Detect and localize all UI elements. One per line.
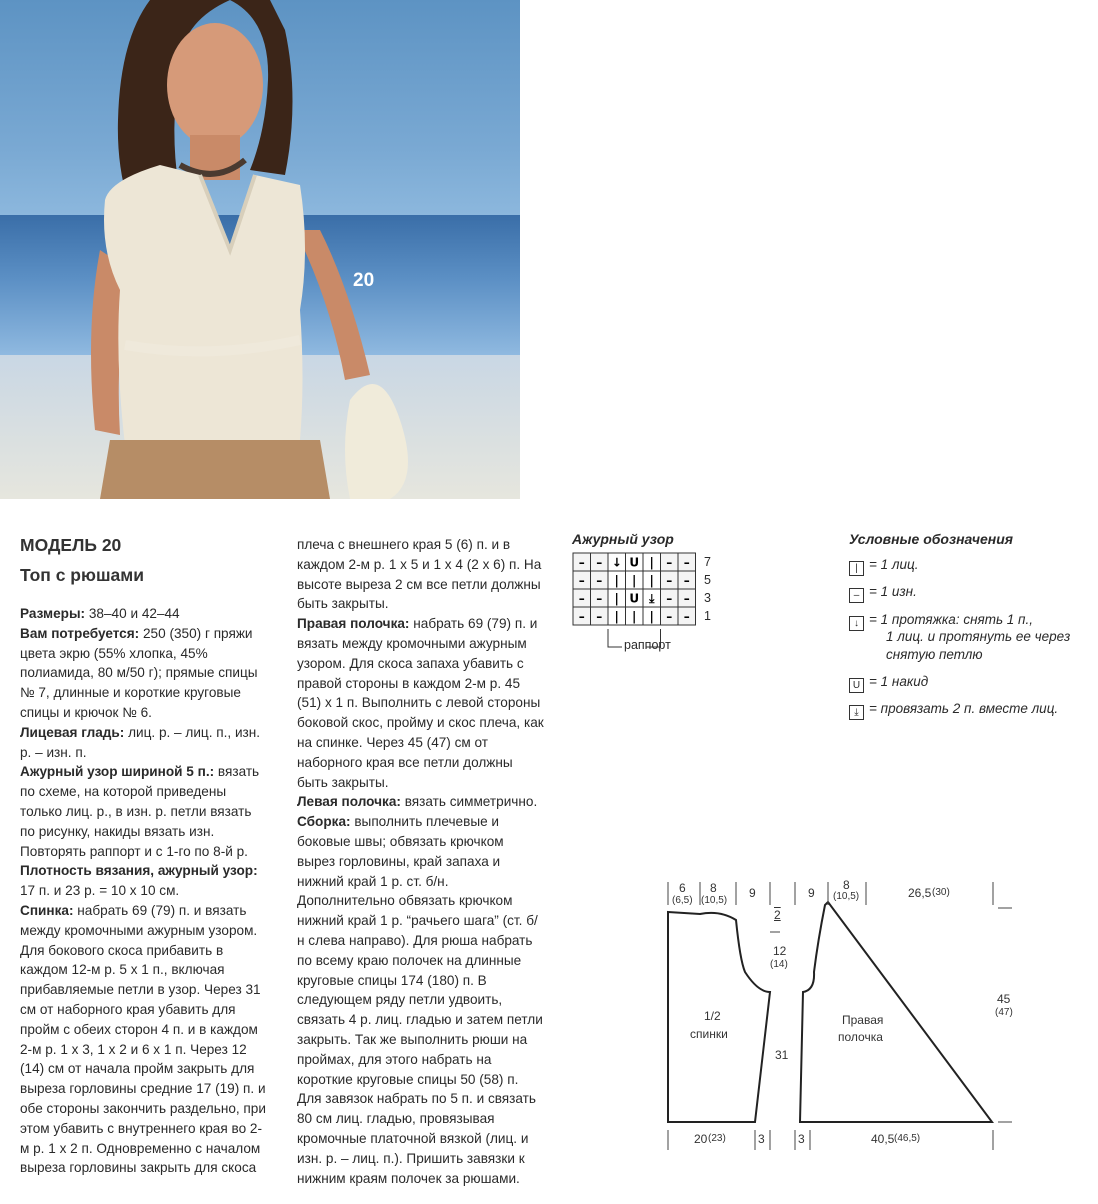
sizes-text: 38–40 и 42–44: [85, 606, 180, 621]
legend-text-skp-line2: 1 лиц. и протянуть ее через: [886, 629, 1071, 644]
dim-8-front: 8: [843, 878, 850, 892]
chart-cell-symbol: –: [666, 573, 673, 588]
gauge-text: 17 п. и 23 р. = 10 х 10 см.: [20, 883, 180, 899]
model-subtitle: Топ с рюшами: [20, 565, 144, 585]
dim-armhole: 12: [773, 944, 787, 958]
chart-cell-symbol: –: [578, 609, 585, 624]
skp-symbol-icon: ↓: [849, 616, 864, 631]
dim-8-alt: (10,5): [701, 895, 728, 906]
sizes-label: Размеры:: [20, 606, 86, 621]
dim-8: 8: [710, 881, 717, 895]
materials-text: 250 (350) г пряжи цвета экрю (55% хлопка, 45% полиамида, 80 м/50 г); прямые спицы № 7, длинные и короткие круговые спицы и крючок № 6.: [20, 625, 258, 720]
model-title: МОДЕЛЬ 20: [20, 535, 122, 555]
legend-text-purl: = 1 изн.: [869, 584, 917, 599]
legend-text-skp-line3: снятую петлю: [886, 647, 983, 662]
model-photo: [0, 0, 520, 499]
dim-6-alt: (6,5): [672, 895, 693, 906]
dim-20: 20: [694, 1132, 708, 1146]
right-front-label-2: полочка: [838, 1030, 883, 1044]
right-front-paragraph: [297, 614, 545, 792]
chart-cell-symbol: ↓: [611, 555, 622, 570]
chart-cell-symbol: U: [629, 555, 640, 570]
chart-cell-symbol: ⤓: [649, 591, 655, 606]
dim-3-left: 3: [758, 1132, 765, 1146]
row-number-5: 5: [704, 573, 711, 587]
half-back-label-2: спинки: [690, 1027, 728, 1041]
dim-20-alt: (23): [708, 1133, 726, 1144]
dim-9-right: 9: [808, 886, 815, 900]
back-label: Спинка:: [20, 902, 74, 918]
stockinette-text: лиц. р. – лиц. п., изн. р. – изн. п.: [20, 724, 261, 760]
right-front-label-1: Правая: [842, 1013, 884, 1027]
model-figure: [0, 0, 520, 499]
assembly-paragraph: [297, 812, 545, 1188]
left-front-label: Левая полочка:: [297, 794, 401, 810]
chart-cell-symbol: –: [596, 555, 603, 570]
legend-item-knit: [849, 556, 919, 576]
purl-symbol-icon: –: [849, 588, 864, 603]
lace-label: Ажурный узор шириной 5 п.:: [20, 764, 215, 780]
chart-cell-symbol: –: [683, 555, 690, 570]
knit-symbol-icon: |: [849, 561, 864, 576]
dim-2: 2: [774, 908, 781, 922]
lace-text: вязать по схеме, на которой приведены только лиц. р., в изн. р. петли вязать по рисунку, накиды вязать изн. Повторять раппорт и с 1-го по 8-й р.: [20, 764, 260, 859]
chart-cell-symbol: –: [578, 573, 585, 588]
dim-8-front-alt: (10,5): [833, 891, 860, 902]
dim-armhole-alt: (14): [770, 959, 788, 970]
dim-40-5-alt: (46,5): [894, 1133, 921, 1144]
legend-item-purl: [849, 583, 917, 603]
chart-cell-symbol: U: [629, 591, 640, 606]
k2tog-symbol-icon: ⤓: [849, 705, 864, 720]
lace-chart-title: Ажурный узор: [572, 531, 674, 547]
assembly-label: Сборка:: [297, 814, 351, 830]
chart-cell-symbol: –: [683, 573, 690, 588]
chart-cell-symbol: –: [578, 555, 585, 570]
legend-text-yarnover: = 1 накид: [869, 674, 929, 689]
lace-paragraph: [20, 762, 268, 861]
yarnover-symbol-icon: U: [849, 678, 864, 693]
dim-26-5: 26,5: [908, 886, 932, 900]
dim-45-alt: (47): [995, 1007, 1013, 1018]
stockinette-label: Лицевая гладь:: [20, 724, 125, 740]
instructions-column-2: [297, 535, 545, 1188]
chart-cell-symbol: –: [683, 609, 690, 624]
dim-3-right: 3: [798, 1132, 805, 1146]
gauge-label: Плотность вязания, ажурный узор:: [20, 863, 258, 879]
chart-cell-symbol: |: [649, 609, 654, 624]
chart-cell-symbol: |: [649, 555, 654, 570]
chart-cell-symbol: –: [683, 591, 690, 606]
legend-title: Условные обозначения: [849, 531, 1014, 547]
chart-cell-symbol: |: [614, 609, 619, 624]
chart-cell-symbol: |: [649, 573, 654, 588]
sizes-paragraph: [20, 604, 268, 624]
row-number-3: 3: [704, 591, 711, 605]
photo-number: 20: [353, 270, 375, 291]
right-front-text: набрать 69 (79) п. и вязать между кромочными ажурным узором. Для скоса запаха убавить с правой стороны в каждом 2-м р. 45 (51) х 1 п. Выполнить с левой стороны боковой скос, пройму и скос плеча, как на спинке. Через 45 (47) см от наборного края все петли должны быть закрыты.: [297, 616, 544, 790]
legend-text-knit: = 1 лиц.: [869, 557, 919, 572]
chart-cell-symbol: |: [632, 609, 637, 624]
legend-text-skp: = 1 протяжка: снять 1 п.,: [869, 612, 1033, 627]
half-back-label-1: 1/2: [704, 1009, 721, 1023]
materials-paragraph: [20, 624, 268, 723]
chart-cell-symbol: |: [614, 573, 619, 588]
left-front-text: вязать симметрично.: [400, 794, 538, 810]
dim-26-5-alt: (30): [932, 887, 950, 898]
stockinette-paragraph: [20, 723, 268, 763]
chart-cell-symbol: –: [596, 573, 603, 588]
instructions-column-1: [20, 604, 268, 1178]
back-continued: плеча с внешнего края 5 (6) п. и в каждом 2-м р. 1 х 5 и 1 х 4 (2 х 6) п. На высоте выреза 2 см все петли должны быть закрыты.: [297, 537, 542, 612]
back-paragraph: [20, 901, 268, 1178]
row-number-7: 7: [704, 555, 711, 569]
left-front-paragraph: [297, 792, 545, 812]
chart-cell-symbol: –: [666, 591, 673, 606]
chart-cell-symbol: –: [596, 591, 603, 606]
legend-item-k2tog: [849, 700, 1058, 720]
dim-40-5: 40,5: [871, 1132, 895, 1146]
chart-cell-symbol: |: [632, 573, 637, 588]
rapport-label: раппорт: [624, 638, 671, 652]
dim-9-left: 9: [749, 886, 756, 900]
chart-cell-symbol: –: [666, 555, 673, 570]
dim-6: 6: [679, 881, 686, 895]
back-text: набрать 69 (79) п. и вязать между кромочными ажурным узором. Для бокового скоса прибавить в каждом 12-м р. 5 х 1 п., включая прибавляемые петли в узор. Через 31 см от наборного края убавить для пройм с обеих сторон 4 п. и в каждом 2-м р. 1 х 3, 1 х 2 и 6 х 1 п. Через 12 (14) см от начала пройм закрыть для выреза горловины средние 17 (19) п. и обе стороны закончить раздельно, при этом убавить с внутреннего края во 2-м р. 1 х 2 п. Одновременно с началом выреза горловины закрыть для скоса: [20, 902, 266, 1176]
front-outline: [800, 902, 992, 1122]
dim-31: 31: [775, 1048, 789, 1062]
legend-text-k2tog: = провязать 2 п. вместе лиц.: [869, 701, 1059, 716]
right-front-label: Правая полочка:: [297, 616, 410, 632]
chart-cell-symbol: |: [614, 591, 619, 606]
row-number-1: 1: [704, 609, 711, 623]
legend-item-yarnover: [849, 673, 928, 693]
chart-cell-symbol: –: [666, 609, 673, 624]
chart-cell-symbol: –: [578, 591, 585, 606]
gauge-paragraph: [20, 861, 268, 901]
assembly-text: выполнить плечевые и боковые швы; обвязать крючком вырез горловины, край запаха и нижний край 1 р. ст. б/н. Дополнительно обвязать крючком нижний край 1 р. “рачьего шага” (ст. б/н слева направо). Для рюша набрать по всему краю полочек на длинные круговые спицы 174 (180) п. В следующем ряду петли удвоить, связать 4 р. лиц. гладью и затем петли закрыть. Так же выполнить рюши на проймах, для этого набрать на короткие круговые спицы 50 (58) п. Для завязок набрать по 5 п. и связать 80 см лиц. гладью, провязывая кромочные платочной вязкой (лиц. и изн. р. – лиц. п.). Пришить завязки к нижним краям полочек за рюшами.: [297, 814, 543, 1186]
materials-label: Вам потребуется:: [20, 625, 140, 641]
dim-45: 45: [997, 992, 1011, 1006]
chart-cell-symbol: –: [596, 609, 603, 624]
